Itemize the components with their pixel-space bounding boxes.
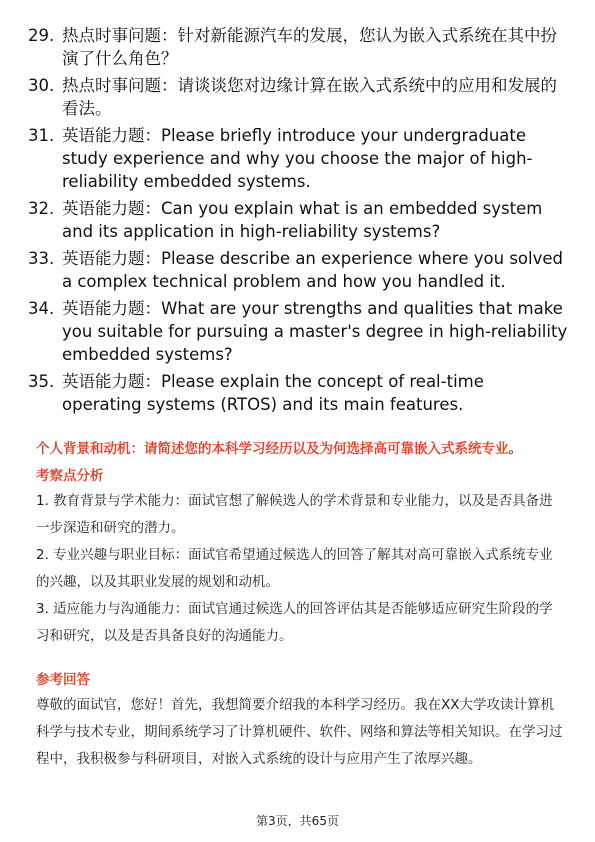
question-text: 英语能力题：Please describe an experience where you solved a complex technical problem and how you handled it. bbox=[62, 249, 563, 291]
question-text: 英语能力题：Please explain the concept of real-time operating systems (RTOS) and its main features. bbox=[62, 372, 484, 414]
analysis-item: 3. 适应能力与沟通能力：面试官通过候选人的回答评估其是否能够适应研究生阶段的学习和研究，以及是否具备良好的沟通能力。 bbox=[36, 601, 553, 644]
reference-answer: 尊敬的面试官，您好！首先，我想简要介绍我的本科学习经历。我在XX大学攻读计算机科学与技术专业，期间系统学习了计算机硬件、软件、网络和算法等相关知识。在学习过程中，我积极参与科研项目，对嵌入式系统的设计与应用产生了浓厚兴趣。 bbox=[36, 697, 563, 767]
question-item bbox=[28, 370, 568, 416]
question-number: 30. bbox=[28, 76, 55, 95]
question-text: 英语能力题：Can you explain what is an embedded system and its application in high-reliability systems? bbox=[62, 199, 543, 241]
question-item bbox=[28, 247, 568, 293]
question-list bbox=[28, 24, 568, 420]
analysis-item: 2. 专业兴趣与职业目标：面试官希望通过候选人的回答了解其对高可靠嵌入式系统专业的兴趣，以及其职业发展的规划和动机。 bbox=[36, 547, 553, 590]
question-item bbox=[28, 24, 568, 70]
question-number: 35. bbox=[28, 372, 55, 391]
question-text: 英语能力题：Please briefly introduce your undergraduate study experience and why you choose the major of high-reliability embedded systems. bbox=[62, 126, 533, 191]
question-number: 34. bbox=[28, 299, 55, 318]
question-text: 热点时事问题：针对新能源汽车的发展，您认为嵌入式系统在其中扮演了什么角色？ bbox=[62, 26, 557, 68]
question-number: 31. bbox=[28, 126, 55, 145]
question-number: 29. bbox=[28, 26, 55, 45]
analysis-title: 考察点分析 bbox=[36, 468, 104, 484]
question-text: 热点时事问题：请谈谈您对边缘计算在嵌入式系统中的应用和发展的看法。 bbox=[62, 76, 557, 118]
question-number: 32. bbox=[28, 199, 55, 218]
page-number: 第3页，共65页 bbox=[256, 814, 339, 828]
answer-heading: 个人背景和动机：请简述您的本科学习经历以及为何选择高可靠嵌入式系统专业。 bbox=[36, 441, 522, 457]
question-item bbox=[28, 124, 568, 193]
question-text: 英语能力题：What are your strengths and qualities that make you suitable for pursuing a master's degree in high-reliability embedded systems? bbox=[62, 299, 568, 364]
reference-title: 参考回答 bbox=[36, 672, 90, 688]
question-item bbox=[28, 297, 568, 366]
question-item bbox=[28, 197, 568, 243]
question-item bbox=[28, 74, 568, 120]
question-number: 33. bbox=[28, 249, 55, 268]
analysis-item: 1. 教育背景与学术能力：面试官想了解候选人的学术背景和专业能力，以及是否具备进一步深造和研究的潜力。 bbox=[36, 493, 553, 536]
